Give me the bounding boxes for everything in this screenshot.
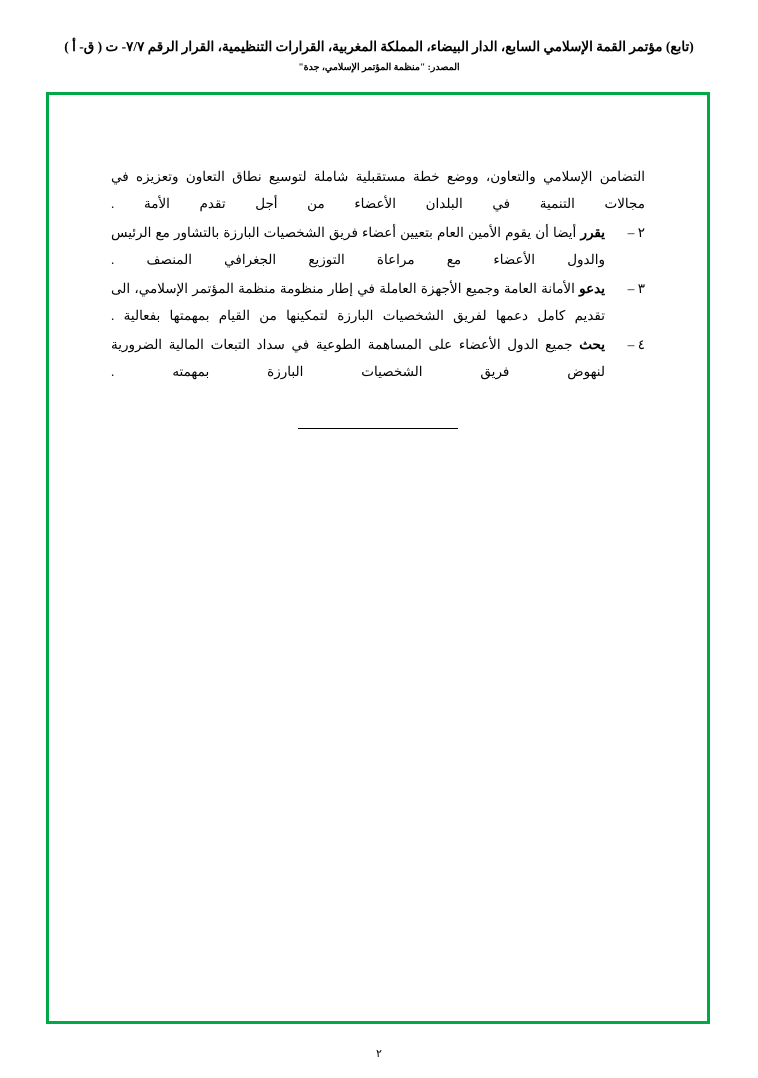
list-item (111, 331, 645, 385)
item-body (111, 275, 605, 329)
page-number: ٢ (376, 1048, 382, 1060)
page-footer (0, 1047, 758, 1060)
document-content (111, 163, 645, 437)
item-number: ٢ – (627, 225, 645, 240)
item-body (111, 219, 605, 273)
header-title: (تابع) مؤتمر القمة الإسلامي السابع، الدار البيضاء، المملكة المغربية، القرارات التنظيمية، القرار الرقم ٧/٧- ت ( ق- أ ) (64, 39, 694, 54)
item-text: أيضا أن يقوم الأمين العام بتعيين أعضاء فريق الشخصيات البارزة بالتشاور مع الرئيس والدول الأعضاء مع مراعاة التوزيع الجغرافي المنصف . (111, 225, 605, 267)
section-divider (111, 419, 645, 437)
item-number: ٤ – (627, 337, 645, 352)
list-item (111, 219, 645, 273)
document-frame (46, 92, 710, 1024)
item-text: الأمانة العامة وجميع الأجهزة العاملة في إطار منظومة منظمة المؤتمر الإسلامي، الى تقديم كامل دعمها لفريق الشخصيات البارزة لتمكينها من القيام بمهمتها بفعالية . (111, 281, 605, 323)
list-item (111, 275, 645, 329)
item-lead: يقرر (580, 225, 605, 240)
item-lead: يحث (579, 337, 605, 352)
item-lead: يدعو (579, 281, 605, 296)
item-text: جميع الدول الأعضاء على المساهمة الطوعية في سداد التبعات المالية الضرورية لنهوض فريق الشخصيات البارزة بمهمته . (111, 337, 605, 379)
intro-paragraph: التضامن الإسلامي والتعاون، ووضع خطة مستقبلية شاملة لتوسيع نطاق التعاون وتعزيزه في مجالات التنمية في البلدان الأعضاء من أجل تقدم الأمة . (111, 169, 645, 211)
page-header (0, 38, 758, 73)
header-source: المصدر: "منظمة المؤتمر الإسلامي، جدة" (298, 62, 460, 73)
item-number: ٣ – (627, 281, 645, 296)
item-body (111, 331, 605, 385)
divider-line (298, 428, 458, 429)
